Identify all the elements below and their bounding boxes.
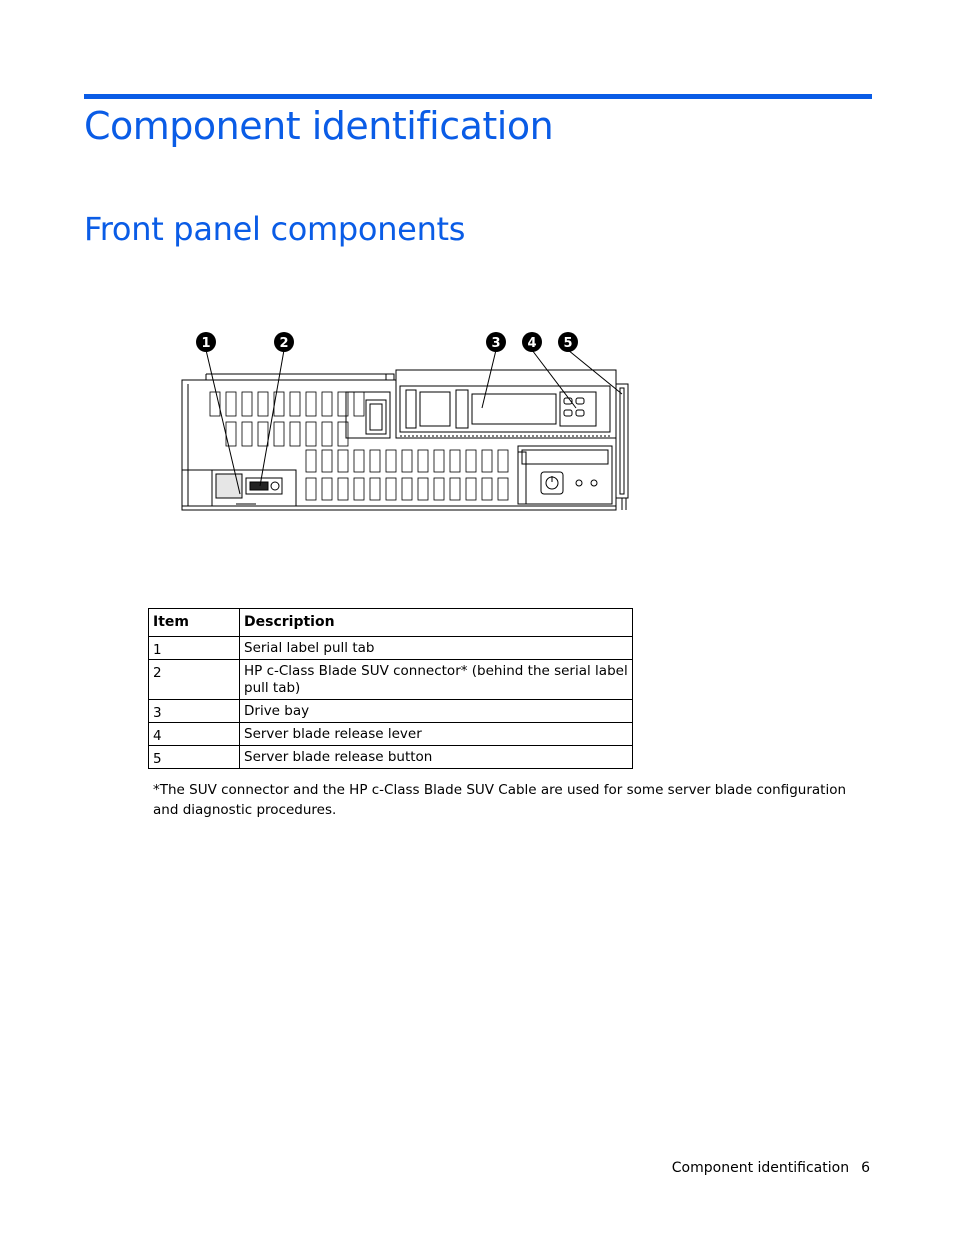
components-table <box>148 608 633 769</box>
column-header-item: Item <box>149 609 240 637</box>
footer-section-title: Component identification <box>671 1160 850 1176</box>
table-row <box>149 723 633 746</box>
table-footnote: *The SUV connector and the HP c-Class Blade SUV Cable are used for some server blade configuration and diagnostic procedures. <box>153 782 847 818</box>
page-footer <box>672 1158 870 1178</box>
svg-text:3: 3 <box>491 336 501 351</box>
item-number: 5 <box>149 746 240 769</box>
svg-text:4: 4 <box>527 336 537 351</box>
server-blade-release-lever <box>616 384 628 498</box>
callout-5 <box>558 332 578 352</box>
svg-text:5: 5 <box>563 336 573 351</box>
callout-1 <box>196 332 216 352</box>
callout-2 <box>274 332 294 352</box>
page-number: 6 <box>861 1160 870 1176</box>
item-description: Server blade release lever <box>240 723 633 746</box>
server-blade-front-panel-figure <box>176 328 636 518</box>
item-number: 4 <box>149 723 240 746</box>
item-description: Drive bay <box>240 700 633 723</box>
table-row <box>149 660 633 700</box>
svg-text:2: 2 <box>279 336 289 351</box>
item-number: 2 <box>149 660 240 700</box>
section-title: Front panel components <box>84 210 466 248</box>
column-header-description: Description <box>240 609 633 637</box>
table-row <box>149 700 633 723</box>
svg-text:1: 1 <box>201 336 211 351</box>
table-row <box>149 637 633 660</box>
item-description: Server blade release button <box>240 746 633 769</box>
item-description: Serial label pull tab <box>240 637 633 660</box>
item-number: 1 <box>149 637 240 660</box>
callout-3 <box>486 332 506 352</box>
chapter-rule <box>84 94 872 99</box>
item-description: HP c-Class Blade SUV connector* (behind the serial label pull tab) <box>240 660 633 700</box>
table-row <box>149 746 633 769</box>
chapter-title: Component identification <box>84 104 554 148</box>
item-number: 3 <box>149 700 240 723</box>
callout-4 <box>522 332 542 352</box>
table-header-row <box>149 609 633 637</box>
